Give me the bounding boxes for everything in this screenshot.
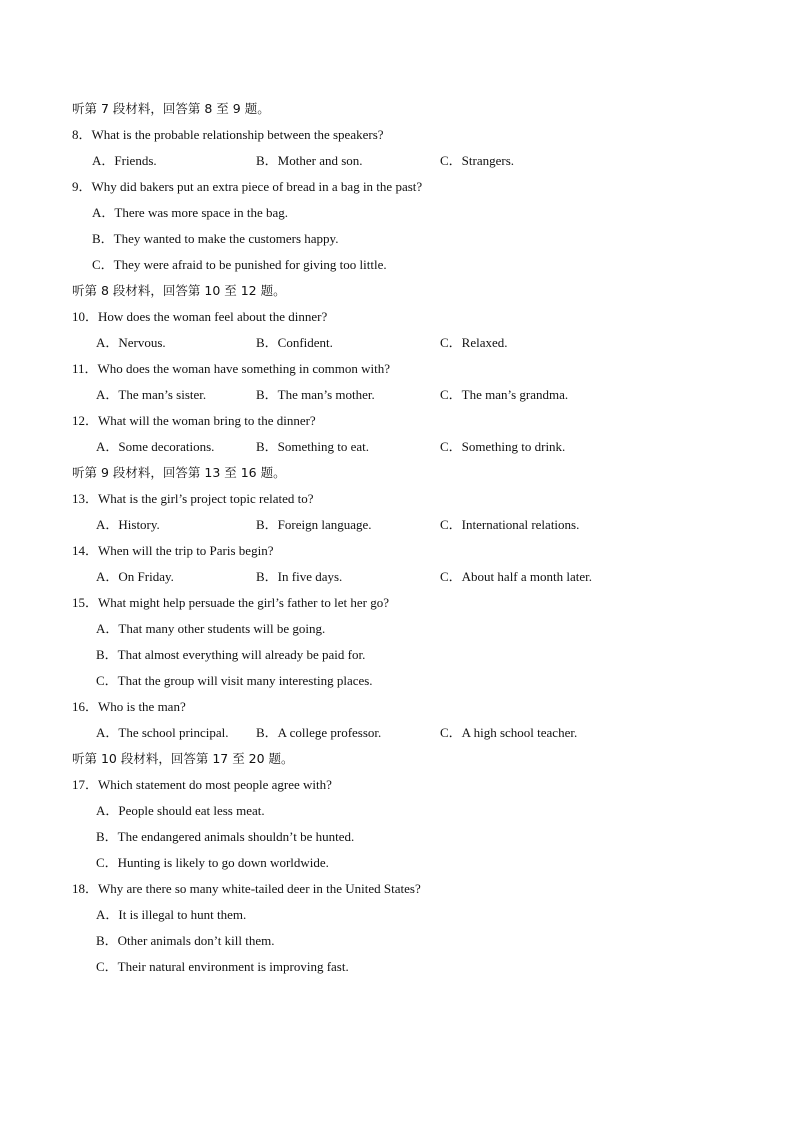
question-18-option-a: A．It is illegal to hunt them. bbox=[96, 907, 247, 922]
question-11-option-a: A．The man’s sister. bbox=[96, 387, 207, 402]
question-14-option-c: C．About half a month later. bbox=[440, 569, 593, 584]
question-9-option-b: B．They wanted to make the customers happy. bbox=[92, 231, 339, 246]
question-14-stem: 14．When will the trip to Paris begin? bbox=[72, 543, 274, 558]
question-15-option-a: A．That many other students will be going. bbox=[96, 621, 326, 636]
section-header-10: 听第 10 段材料，回答第 17 至 20 题。 bbox=[72, 751, 294, 766]
question-13-option-b: B．Foreign language. bbox=[256, 517, 372, 532]
question-17-stem: 17．Which statement do most people agree with? bbox=[72, 777, 332, 792]
question-12-option-a: A．Some decorations. bbox=[96, 439, 215, 454]
question-16-stem: 16．Who is the man? bbox=[72, 699, 186, 714]
question-8-option-a: A．Friends. bbox=[92, 153, 157, 168]
question-16-option-c: C．A high school teacher. bbox=[440, 725, 578, 740]
question-16-options bbox=[96, 723, 696, 743]
question-18-option-c: C．Their natural environment is improving fast. bbox=[96, 959, 349, 974]
question-13-stem: 13．What is the girl’s project topic related to? bbox=[72, 491, 314, 506]
question-18-stem: 18．Why are there so many white-tailed deer in the United States? bbox=[72, 881, 421, 896]
question-9-option-c: C．They were afraid to be punished for giving too little. bbox=[92, 257, 387, 272]
question-12-stem: 12．What will the woman bring to the dinner? bbox=[72, 413, 316, 428]
question-11-options bbox=[96, 385, 696, 405]
question-12-option-c: C．Something to drink. bbox=[440, 439, 566, 454]
question-14-option-a: A．On Friday. bbox=[96, 569, 174, 584]
question-15-stem: 15．What might help persuade the girl’s father to let her go? bbox=[72, 595, 389, 610]
question-15-option-b: B．That almost everything will already be paid for. bbox=[96, 647, 366, 662]
question-10-option-a: A．Nervous. bbox=[96, 335, 166, 350]
question-12-option-b: B．Something to eat. bbox=[256, 439, 370, 454]
question-8-option-b: B．Mother and son. bbox=[256, 153, 363, 168]
question-11-stem: 11．Who does the woman have something in common with? bbox=[72, 361, 390, 376]
question-14-options bbox=[96, 567, 696, 587]
question-17-option-b: B．The endangered animals shouldn’t be hunted. bbox=[96, 829, 355, 844]
question-10-options bbox=[96, 333, 696, 353]
question-10-stem: 10．How does the woman feel about the dinner? bbox=[72, 309, 328, 324]
question-9-stem: 9．Why did bakers put an extra piece of bread in a bag in the past? bbox=[72, 179, 423, 194]
question-16-option-a: A．The school principal. bbox=[96, 725, 229, 740]
question-13-options bbox=[96, 515, 696, 535]
question-9-option-a: A．There was more space in the bag. bbox=[92, 205, 289, 220]
section-header-8: 听第 8 段材料，回答第 10 至 12 题。 bbox=[72, 283, 286, 298]
question-18-option-b: B．Other animals don’t kill them. bbox=[96, 933, 275, 948]
section-header-7: 听第 7 段材料，回答第 8 至 9 题。 bbox=[72, 101, 270, 116]
question-12-options bbox=[96, 437, 696, 457]
question-8-option-c: C．Strangers. bbox=[440, 153, 515, 168]
question-14-option-b: B．In five days. bbox=[256, 569, 343, 584]
question-17-option-a: A．People should eat less meat. bbox=[96, 803, 265, 818]
question-16-option-b: B．A college professor. bbox=[256, 725, 382, 740]
question-11-option-b: B．The man’s mother. bbox=[256, 387, 375, 402]
question-8-stem: 8．What is the probable relationship between the speakers? bbox=[72, 127, 384, 142]
question-17-option-c: C．Hunting is likely to go down worldwide. bbox=[96, 855, 329, 870]
question-13-option-c: C．International relations. bbox=[440, 517, 580, 532]
question-10-option-b: B．Confident. bbox=[256, 335, 333, 350]
question-15-option-c: C．That the group will visit many interesting places. bbox=[96, 673, 373, 688]
question-11-option-c: C．The man’s grandma. bbox=[440, 387, 569, 402]
question-13-option-a: A．History. bbox=[96, 517, 160, 532]
section-header-9: 听第 9 段材料，回答第 13 至 16 题。 bbox=[72, 465, 286, 480]
question-10-option-c: C．Relaxed. bbox=[440, 335, 508, 350]
question-8-options bbox=[92, 151, 692, 171]
